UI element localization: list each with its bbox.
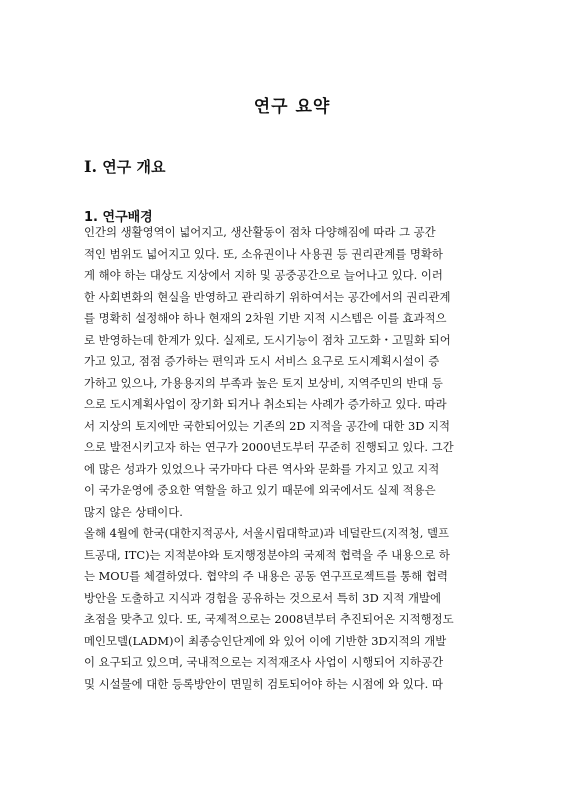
chapter-heading bbox=[84, 156, 165, 177]
text-line: 로 반영하는데 한계가 있다. 실제로, 도시기능이 점차 고도화・고밀화 되어 bbox=[84, 332, 451, 347]
text-line: 한 사회변화의 현실을 반영하고 관리하기 위하여서는 공간에서의 권리관계 bbox=[84, 289, 451, 304]
body-text bbox=[84, 222, 512, 695]
text-line: 메인모델(LADM)이 최종승인단계에 와 있어 이에 기반한 3D지적의 개발 bbox=[84, 633, 447, 648]
text-line: 를 명확히 설정해야 하나 현재의 2차원 기반 지적 시스템은 이를 효과적으 bbox=[84, 311, 447, 325]
text-line: 많지 않은 상태이다. bbox=[84, 504, 183, 519]
chapter-number: Ⅰ. bbox=[84, 157, 98, 176]
text-line: 방안을 도출하고 지식과 경험을 공유하는 것으로서 특히 3D 지적 개발에 bbox=[84, 590, 442, 605]
text-line: 이 요구되고 있으며, 국내적으로는 지적재조사 사업이 시행되어 지하공간 bbox=[84, 655, 444, 669]
text-line: 및 시설물에 대한 등록방안이 면밀히 검토되어야 하는 시점에 와 있다. 따 bbox=[84, 676, 443, 691]
text-line: 는 MOU를 체결하였다. 협약의 주 내용은 공동 연구프로젝트를 통해 협력 bbox=[84, 569, 448, 583]
text-line: 게 해야 하는 대상도 지상에서 지하 및 공중공간으로 늘어나고 있다. 이러 bbox=[84, 268, 443, 282]
text-line: 가하고 있으나, 가용용지의 부족과 높은 토지 보상비, 지역주민의 반대 등 bbox=[84, 375, 443, 390]
text-line: 이 국가운영에 중요한 역할을 하고 있기 때문에 외국에서도 실제 적용은 bbox=[84, 483, 436, 497]
text-line: 적인 범위도 넓어지고 있다. 또, 소유권이나 사용권 등 권리관계를 명확하 bbox=[84, 246, 443, 261]
text-line: 서 지상의 토지에만 국한되어있는 기존의 2D 지적을 공간에 대한 3D 지적 bbox=[84, 418, 451, 433]
text-line: 으로 발전시키고자 하는 연구가 2000년도부터 꾸준히 진행되고 있다. 그간 bbox=[84, 440, 454, 454]
section-heading: 1. 연구배경 bbox=[84, 210, 153, 225]
text-line: 인간의 생활영역이 넓어지고, 생산활동이 점차 다양해짐에 따라 그 공간 bbox=[84, 225, 436, 239]
text-line: 에 많은 성과가 있었으나 국가마다 다른 역사와 문화를 가지고 있고 지적 bbox=[84, 461, 440, 476]
document-title: 연구 요약 bbox=[253, 97, 331, 117]
text-line: 가고 있고, 점점 증가하는 편익과 도시 서비스 요구로 도시계획시설이 증 bbox=[84, 354, 440, 368]
text-line: 으로 도시계획사업이 장기화 되거나 취소되는 사례가 증가하고 있다. 따라 bbox=[84, 397, 447, 411]
text-line: 트공대, ITC)는 지적분야와 토지행정분야의 국제적 협력을 주 내용으로 하 bbox=[84, 547, 450, 562]
text-line: 올해 4월에 한국(대한지적공사, 서울시립대학교)과 네덜란드(지적청, 델프 bbox=[84, 526, 450, 540]
text-line: 초점을 맞추고 있다. 또, 국제적으로는 2008년부터 추진되어온 지적행정도 bbox=[84, 612, 454, 626]
chapter-label: 연구 개요 bbox=[102, 158, 166, 176]
